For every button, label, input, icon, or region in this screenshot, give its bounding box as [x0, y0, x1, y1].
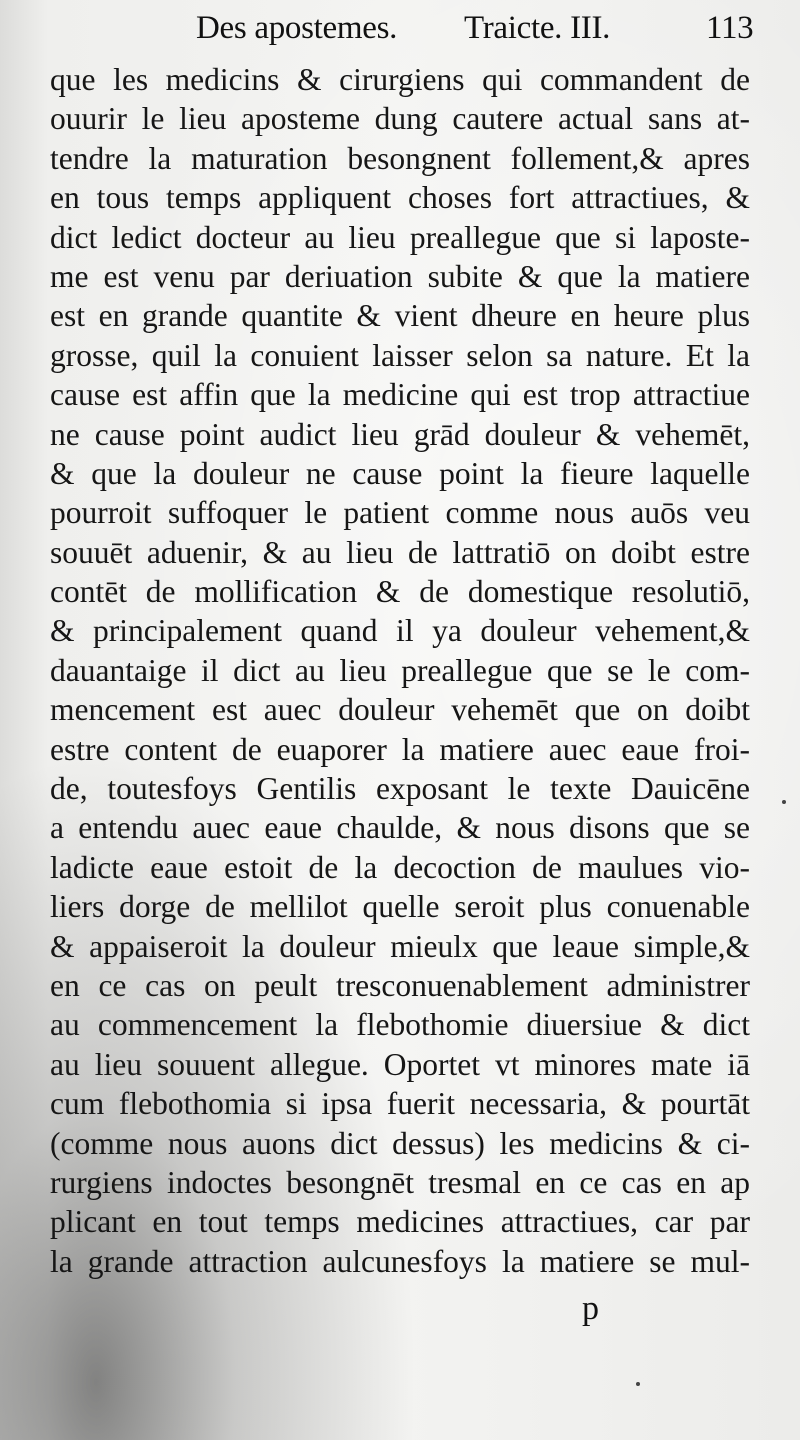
text-line: la grande attraction aulcunesfoys la matiere se mul-	[50, 1243, 750, 1279]
text-line: tendre la maturation besongnent follement,& apres	[50, 140, 750, 176]
text-line: dict ledict docteur au lieu preallegue que si laposte-	[50, 219, 750, 255]
page-number: 113	[706, 10, 754, 46]
text-line: rurgiens indoctes besongnēt tresmal en ce cas en ap	[50, 1164, 750, 1200]
text-line: dauantaige il dict au lieu preallegue que se le com-	[50, 652, 750, 688]
text-line: cum flebothomia si ipsa fuerit necessaria, & pourtāt	[50, 1086, 750, 1122]
text-line: me est venu par deriuation subite & que la matiere	[50, 258, 750, 294]
text-line: a entendu auec eaue chaulde, & nous disons que se	[50, 810, 750, 846]
text-line: pourroit suffoquer le patient comme nous auōs veu	[50, 495, 750, 531]
text-line: & que la douleur ne cause point la fieure laquelle	[50, 455, 750, 491]
text-line: ne cause point audict lieu grād douleur & vehemēt,	[50, 416, 750, 452]
body-text	[50, 60, 750, 1281]
text-line: estre content de euaporer la matiere auec eaue froi-	[50, 731, 750, 767]
text-line: cause est affin que la medicine qui est trop attractiue	[50, 377, 750, 413]
text-line: ladicte eaue estoit de la decoction de maulues vio-	[50, 849, 750, 885]
text-line: souuēt aduenir, & au lieu de lattratiō on doibt estre	[50, 534, 750, 570]
text-line: grosse, quil la conuient laisser selon sa nature. Et la	[50, 337, 750, 373]
text-line: que les medicins & cirurgiens qui commandent de	[50, 62, 750, 97]
text-line: au lieu souuent allegue. Oportet vt minores mate iā	[50, 1046, 750, 1082]
text-line: contēt de mollification & de domestique resolutiō,	[50, 574, 750, 610]
text-line: & appaiseroit la douleur mieulx que leaue simple,&	[50, 928, 750, 964]
text-line: ouurir le lieu aposteme dung cautere actual sans at-	[50, 101, 750, 137]
running-title: Des apostemes.	[196, 10, 398, 46]
text-line: mencement est auec douleur vehemēt que on doibt	[50, 692, 750, 728]
text-line: liers dorge de mellilot quelle seroit plus conuenable	[50, 889, 750, 925]
text-line: de, toutesfoys Gentilis exposant le texte Dauicēne	[50, 771, 750, 807]
text-line: en tous temps appliquent choses fort attractiues, &	[50, 180, 750, 216]
signature-mark: p	[582, 1290, 599, 1327]
treatise-label: Traicte. III.	[464, 10, 611, 46]
text-line: est en grande quantite & vient dheure en heure plus	[50, 298, 750, 334]
text-line: plicant en tout temps medicines attractiues, car par	[50, 1204, 750, 1240]
ink-speck	[782, 800, 786, 804]
running-header	[196, 10, 756, 54]
text-line: au commencement la flebothomie diuersiue & dict	[50, 1007, 750, 1043]
text-line: & principalement quand il ya douleur vehement,&	[50, 613, 750, 649]
ink-speck	[636, 1382, 640, 1386]
text-line: en ce cas on peult tresconuenablement administrer	[50, 967, 750, 1003]
text-line: (comme nous auons dict dessus) les medicins & ci-	[50, 1125, 750, 1161]
